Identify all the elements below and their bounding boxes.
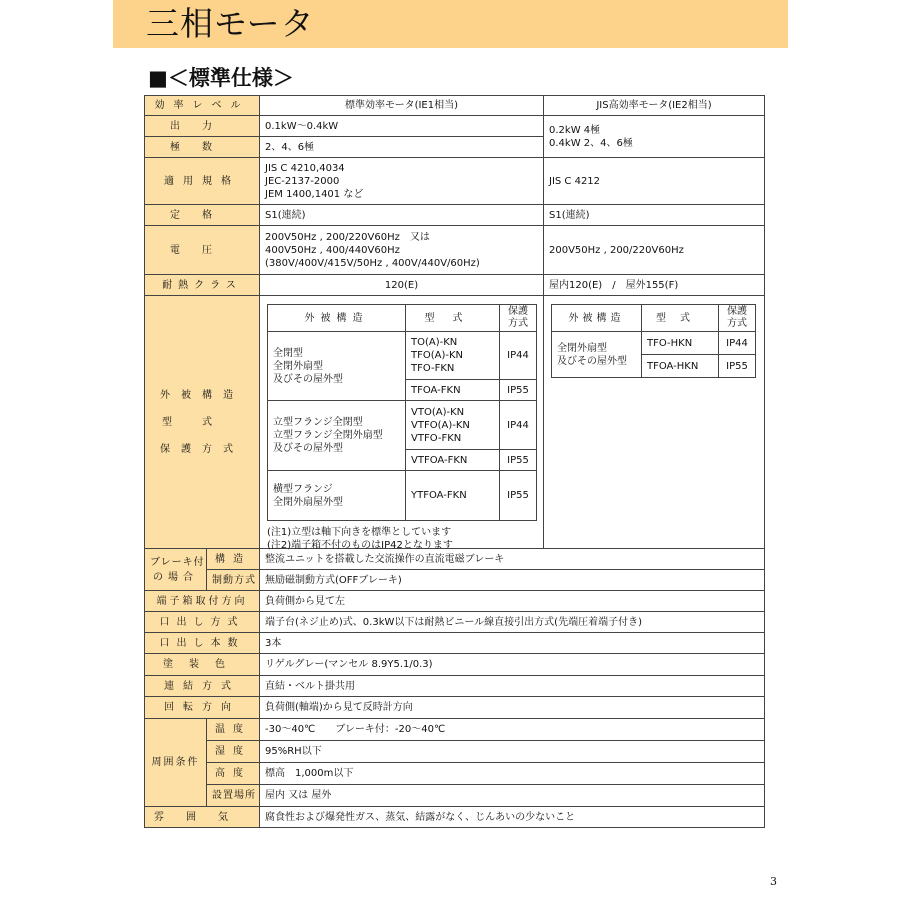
value-efficiency-std: 標準効率モータ(IE1相当) [260,96,544,116]
model-line: TO(A)-KN [411,337,458,348]
label-rotation: 回転方向 [145,697,260,719]
model-cell: TFO-HKN [642,332,719,355]
head-model: 型式 [642,305,719,332]
structure-line: 立型フランジ全閉型 [273,417,363,428]
label-poles: 極数 [145,137,260,158]
jis-poles-line: 0.4kW 2、4、6極 [549,137,633,149]
label-brake-method: 制動方式 [207,570,260,591]
label-coupling: 連結方式 [145,676,260,697]
value-coupling: 直結・ベルト掛共用 [260,676,765,697]
row-rating [145,205,765,226]
row-rotation [145,697,765,719]
value-atmosphere: 腐食性および爆発性ガス、蒸気、結露がなく、じんあいの少ないこと [260,807,765,828]
structure-cell [268,401,406,471]
head-protect [500,305,537,332]
spec-table [144,95,765,828]
row-voltage [145,226,765,275]
row-brake-structure [145,549,765,570]
ip-cell: IP55 [500,471,537,521]
table-row [268,401,537,450]
structure-cell [268,471,406,521]
label-brake-line: ブレーキ付 [150,556,205,568]
value-voltage-jis: 200V50Hz , 200/220V60Hz [544,226,765,275]
structure-line: 全閉外扇型 [557,342,607,354]
value-rotation: 負荷側(軸端)から見て反時計方向 [260,697,765,719]
value-output-poles-jis [544,116,765,158]
value-voltage-std [260,226,544,275]
value-efficiency-jis: JIS高効率モータ(IE2相当) [544,96,765,116]
row-terminal-box [145,591,765,612]
label-humidity: 湿度 [207,741,260,763]
value-outlet-method: 端子台(ネジ止め)式、0.3kW以下は耐熱ビニール線直接引出方式(先端圧着端子付き) [260,612,765,633]
head-protect [719,305,756,332]
value-poles-std: 2、4、6極 [260,137,544,158]
value-rating-jis: S1(連続) [544,205,765,226]
row-outlet-count [145,633,765,654]
row-ambient-altitude [145,763,765,785]
row-paint [145,654,765,676]
model-line: TFO(A)-KN [411,350,464,361]
structure-line: 及びその屋外型 [273,373,343,385]
voltage-line: (380V/400V/415V/50Hz , 400V/440V/60Hz) [265,257,480,269]
value-outlet-count: 3本 [260,633,765,654]
label-altitude: 高度 [207,763,260,785]
value-standard-std [260,158,544,205]
row-output [145,116,765,137]
label-atmosphere: 雰囲気 [145,807,260,828]
standard-line: JEC-2137-2000 [265,175,340,187]
value-altitude: 標高 1,000m以下 [260,763,765,785]
label-brake [145,549,207,591]
note-line: (注1)立型は軸下向きを標準としています [267,527,452,538]
head-structure: 外被構造 [552,305,642,332]
enclosure-notes [267,526,453,552]
table-row [268,332,537,380]
row-heat [145,275,765,296]
row-ambient-humidity [145,741,765,763]
label-outlet-method: 口出し方式 [145,612,260,633]
structure-line: 全閉外扇屋外型 [273,496,343,508]
model-line: VTFO(A)-KN [411,419,470,431]
model-cell: YTFOA-FKN [406,471,500,521]
voltage-line: 400V50Hz , 400/440V60Hz [265,244,400,256]
head-structure: 外被構造 [268,305,406,332]
model-cell [406,332,500,380]
label-rating: 定格 [145,205,260,226]
label-place: 設置場所 [207,785,260,807]
value-brake-method: 無励磁制動方式(OFFブレーキ) [260,570,765,591]
ip-cell: IP55 [500,450,537,471]
value-heat-jis: 屋内120(E) / 屋外155(F) [544,275,765,296]
ip-cell: IP55 [500,380,537,401]
row-ambient-place [145,785,765,807]
ip-cell: IP44 [500,401,537,450]
structure-cell [268,332,406,401]
label-paint: 塗装色 [145,654,260,676]
ip-cell: IP44 [500,332,537,380]
structure-line: 立型フランジ全閉外扇型 [273,430,383,441]
structure-line: 横型フランジ [273,483,333,495]
voltage-line: 200V50Hz , 200/220V60Hz 又は [265,231,430,243]
structure-line: 全閉外扇型 [273,360,323,372]
model-line: TFO-FKN [411,363,455,374]
label-brake-line: の場合 [153,571,198,583]
label-enclosure-line: 型式 [162,416,242,428]
model-cell [406,401,500,450]
model-line: VTO(A)-KN [411,406,465,418]
standard-line: JIS C 4210,4034 [265,162,345,174]
value-place: 屋内 又は 屋外 [260,785,765,807]
ip-cell: IP44 [719,332,756,355]
structure-cell [552,332,642,378]
head-protect-line: 保護 [727,306,747,317]
head-protect-line: 方式 [508,318,528,329]
label-enclosure-line: 保護方式 [160,443,244,455]
structure-line: 全閉型 [273,347,303,359]
value-humidity: 95%RH以下 [260,741,765,763]
jis-output-line: 0.2kW 4極 [549,124,601,136]
note-line: (注2)端子箱不付のものはIP42となります [267,540,453,551]
standard-line: JEM 1400,1401 など [265,188,364,200]
value-output-std: 0.1kW～0.4kW [260,116,544,137]
row-efficiency [145,96,765,116]
label-brake-structure: 構造 [207,549,260,570]
model-cell: VTFOA-FKN [406,450,500,471]
head-protect-line: 保護 [508,306,528,317]
model-line: VTFO-FKN [411,432,462,444]
structure-line: 及びその屋外型 [273,443,343,454]
head-protect-line: 方式 [727,318,747,329]
label-terminal-box: 端子箱取付方向 [145,591,260,612]
row-ambient-temp [145,719,765,741]
value-paint: リゲルグレー(マンセル 8.9Y5.1/0.3) [260,654,765,676]
enclosure-jis-table [551,304,756,378]
label-outlet-count: 口出し本数 [145,633,260,654]
value-standard-jis: JIS C 4212 [544,158,765,205]
label-standard: 適用規格 [145,158,260,205]
row-coupling [145,676,765,697]
table-row [552,332,756,355]
label-temp: 温度 [207,719,260,741]
label-enclosure [145,296,260,549]
head-model: 型式 [406,305,500,332]
page-number: 3 [770,875,777,888]
label-heat: 耐熱クラス [145,275,260,296]
row-atmosphere [145,807,765,828]
enclosure-jis-cell [544,296,765,549]
section-heading: ■＜標準仕様＞ [148,66,294,90]
label-voltage: 電圧 [145,226,260,275]
value-temp: -30～40℃ ブレーキ付：-20～40℃ [260,719,765,741]
enclosure-std-cell [260,296,544,549]
label-output: 出力 [145,116,260,137]
label-enclosure-line: 外被構造 [160,389,244,401]
row-brake-method [145,570,765,591]
value-terminal-box: 負荷側から見て左 [260,591,765,612]
label-ambient: 周囲条件 [145,719,207,807]
model-cell: TFOA-HKN [642,355,719,378]
ip-cell: IP55 [719,355,756,378]
row-outlet-method [145,612,765,633]
row-enclosure [145,296,765,549]
value-heat-std: 120(E) [260,275,544,296]
table-row [268,471,537,521]
structure-line: 及びその屋外型 [557,355,627,367]
row-standard [145,158,765,205]
value-rating-std: S1(連続) [260,205,544,226]
enclosure-std-table [267,304,537,521]
label-efficiency: 効率レベル [145,96,260,116]
value-brake-structure: 整流ユニットを搭載した交流操作の直流電磁ブレーキ [260,549,765,570]
model-cell: TFOA-FKN [406,380,500,401]
page-title: 三相モータ [146,4,315,43]
